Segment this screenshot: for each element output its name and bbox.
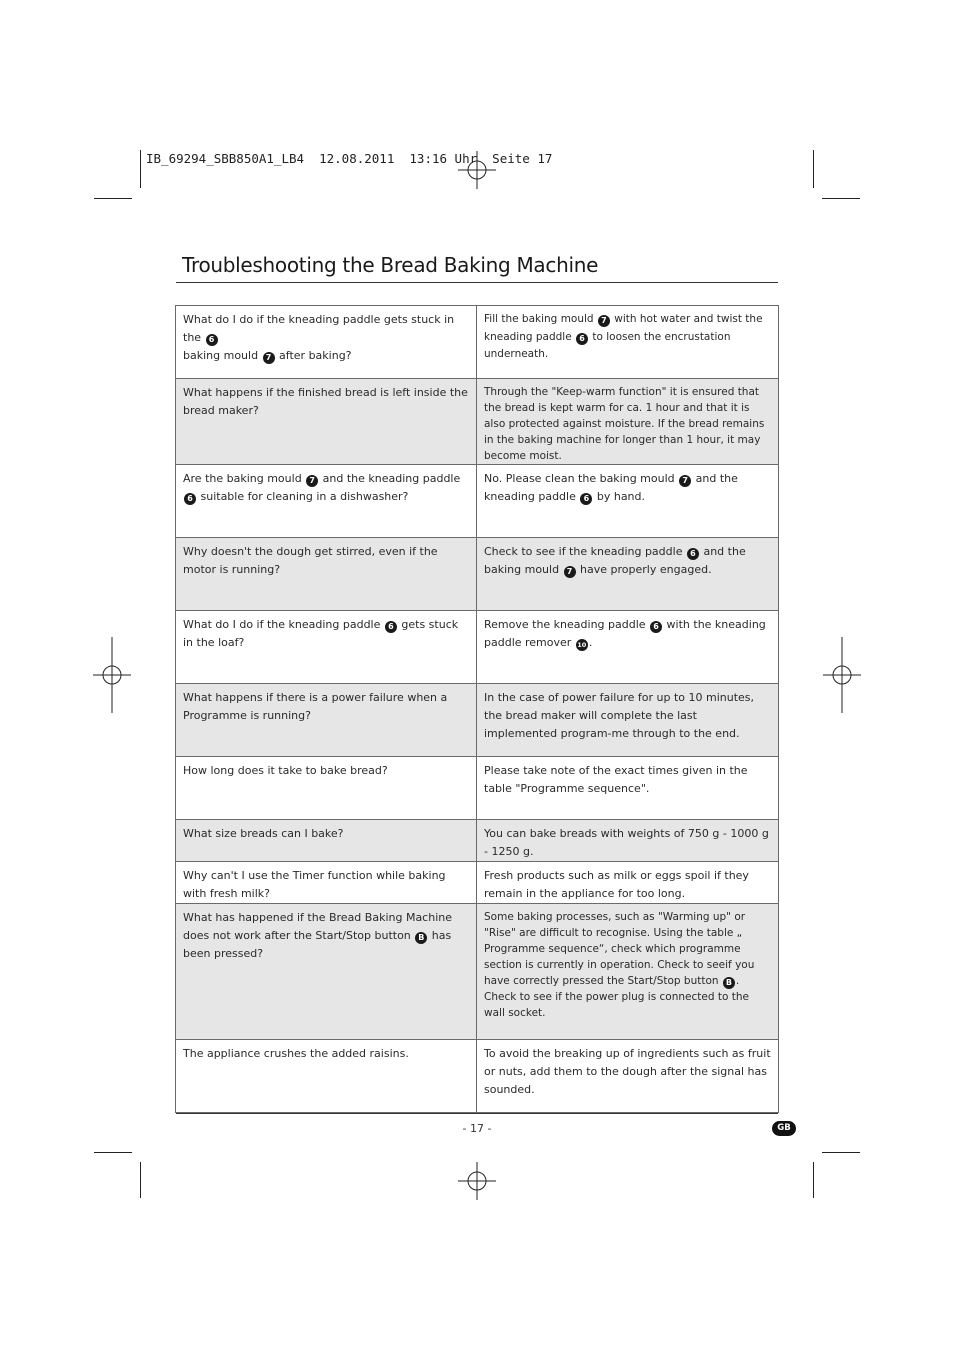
title-underline <box>176 282 778 283</box>
question-cell: What do I do if the kneading paddle 6 gets stuck in the loaf? <box>176 611 477 684</box>
answer-cell: To avoid the breaking up of ingredients such as fruit or nuts, add them to the dough after the signal has sounded. <box>477 1040 779 1113</box>
table-row <box>176 684 779 757</box>
answer-cell: No. Please clean the baking mould 7 and the kneading paddle 6 by hand. <box>477 465 779 538</box>
registration-mark-icon <box>458 151 496 189</box>
question-cell: What size breads can I bake? <box>176 820 477 862</box>
page-number: - 17 - <box>462 1122 492 1135</box>
answer-cell: Check to see if the kneading paddle 6 and the baking mould 7 have properly engaged. <box>477 538 779 611</box>
table-row <box>176 465 779 538</box>
crop-mark <box>94 198 132 199</box>
answer-cell: Remove the kneading paddle 6 with the kneading paddle remover 10 . <box>477 611 779 684</box>
language-badge: GB <box>772 1121 796 1136</box>
crop-mark <box>822 198 860 199</box>
part-number-badge: 6 <box>687 548 699 560</box>
part-number-badge: 6 <box>650 621 662 633</box>
question-cell: What do I do if the kneading paddle gets stuck in the 6 baking mould 7 after baking? <box>176 306 477 379</box>
answer-cell: Fresh products such as milk or eggs spoil if they remain in the appliance for too long. <box>477 862 779 904</box>
part-number-badge: B <box>723 977 735 989</box>
table-row <box>176 862 779 904</box>
part-number-badge: B <box>415 932 427 944</box>
part-number-badge: 7 <box>564 566 576 578</box>
footer-rule <box>176 1113 778 1114</box>
question-cell: What happens if there is a power failure when a Programme is running? <box>176 684 477 757</box>
question-cell: What happens if the finished bread is left inside the bread maker? <box>176 379 477 465</box>
answer-cell: Fill the baking mould 7 with hot water and twist the kneading paddle 6 to loosen the encrustation underneath. <box>477 306 779 379</box>
question-cell: Why doesn't the dough get stirred, even if the motor is running? <box>176 538 477 611</box>
answer-cell: You can bake breads with weights of 750 g - 1000 g - 1250 g. <box>477 820 779 862</box>
crop-mark <box>822 1152 860 1153</box>
part-number-badge: 7 <box>263 352 275 364</box>
part-number-badge: 6 <box>206 334 218 346</box>
page-title: Troubleshooting the Bread Baking Machine <box>182 253 599 277</box>
table-row <box>176 904 779 1040</box>
crop-mark <box>94 1152 132 1153</box>
print-slug-line: IB_69294_SBB850A1_LB4 12.08.2011 13:16 Uhr Seite 17 <box>146 151 553 166</box>
part-number-badge: 7 <box>598 315 610 327</box>
part-number-badge: 6 <box>385 621 397 633</box>
part-number-badge: 6 <box>580 493 592 505</box>
question-cell: Why can't I use the Timer function while baking with fresh milk? <box>176 862 477 904</box>
question-cell: Are the baking mould 7 and the kneading paddle 6 suitable for cleaning in a dishwasher? <box>176 465 477 538</box>
answer-cell: Please take note of the exact times given in the table "Programme sequence". <box>477 757 779 820</box>
part-number-badge: 6 <box>184 493 196 505</box>
registration-mark-icon <box>458 1162 496 1200</box>
question-cell: How long does it take to bake bread? <box>176 757 477 820</box>
crop-mark <box>140 150 141 188</box>
part-number-badge: 7 <box>679 475 691 487</box>
registration-mark-icon <box>93 637 131 713</box>
question-cell: The appliance crushes the added raisins. <box>176 1040 477 1113</box>
table-row <box>176 538 779 611</box>
answer-cell: Through the "Keep-warm function" it is ensured that the bread is kept warm for ca. 1 hour and that it is also protected against moisture. If the bread remains in the baking machine for longer than 1 hour, it may become moist. <box>477 379 779 465</box>
table-row <box>176 379 779 465</box>
table-row <box>176 820 779 862</box>
part-number-badge: 10 <box>577 641 587 649</box>
question-cell: What has happened if the Bread Baking Machine does not work after the Start/Stop button B has been pressed? <box>176 904 477 1040</box>
troubleshooting-table <box>175 305 779 1113</box>
answer-cell: Some baking processes, such as "Warming up" or "Rise" are difficult to recognise. Using the table „ Programme sequence“, check which programme section is currently in operation. Check to seeif you have correctly pressed the Start/Stop button B . Check to see if the power plug is connected to the wall socket. <box>477 904 779 1040</box>
part-number-badge: 6 <box>576 333 588 345</box>
part-number-badge: 7 <box>306 475 318 487</box>
crop-mark <box>813 150 814 188</box>
table-row <box>176 757 779 820</box>
crop-mark <box>813 1162 814 1198</box>
answer-cell: In the case of power failure for up to 10 minutes, the bread maker will complete the last implemented program-me through to the end. <box>477 684 779 757</box>
registration-mark-icon <box>823 637 861 713</box>
crop-mark <box>140 1162 141 1198</box>
table-row <box>176 611 779 684</box>
table-row <box>176 306 779 379</box>
table-row <box>176 1040 779 1113</box>
